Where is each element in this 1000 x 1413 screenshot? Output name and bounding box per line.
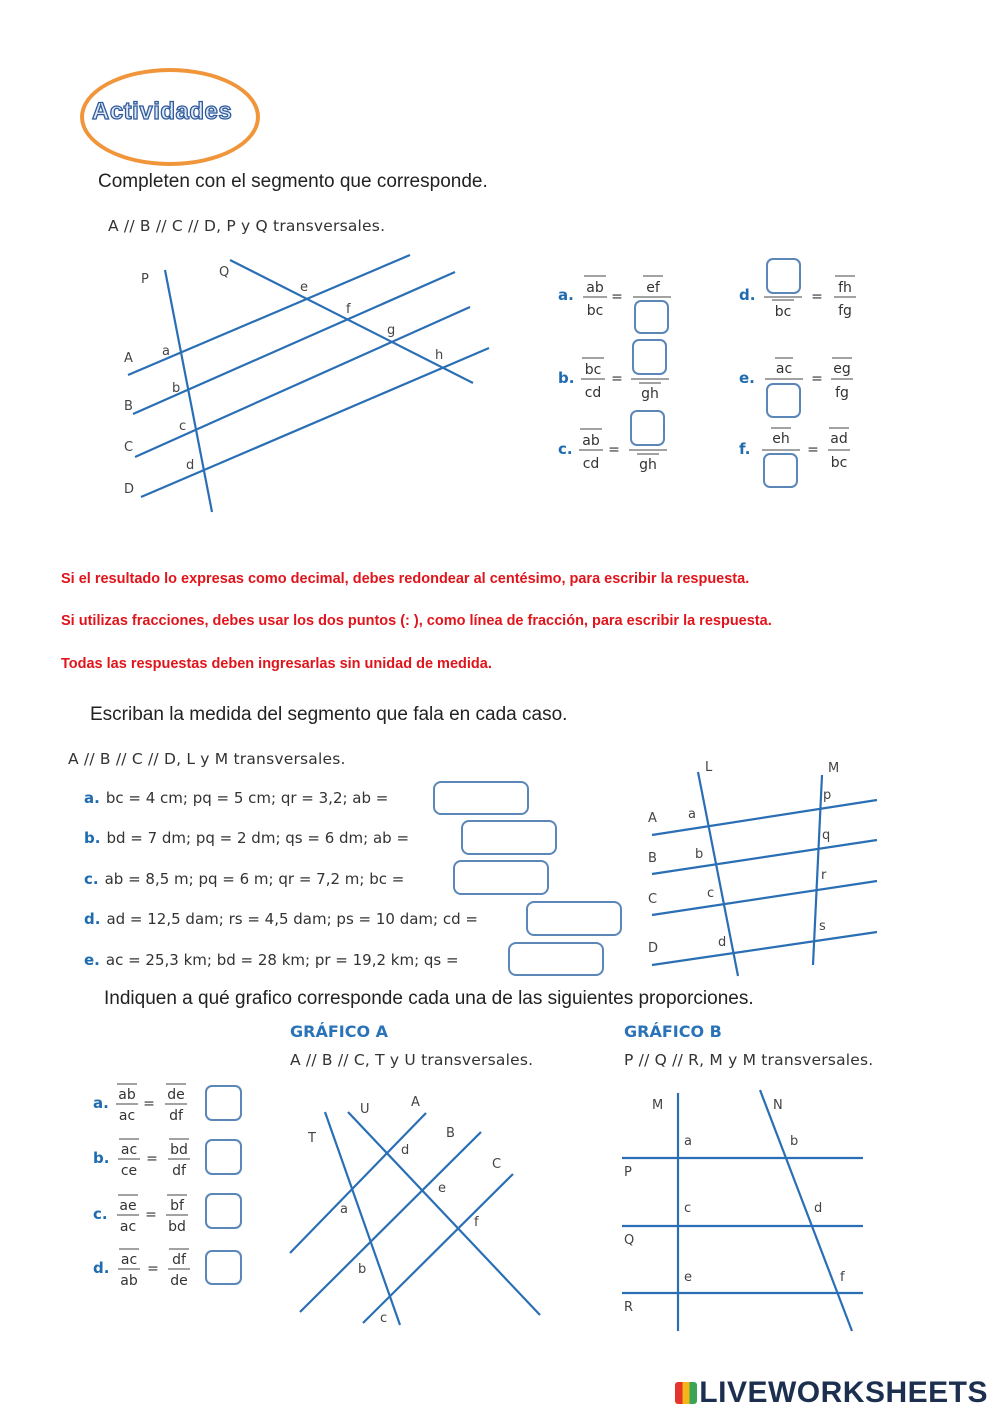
item1a-d1: bc xyxy=(586,303,604,319)
svg-text:=: = xyxy=(146,1151,158,1167)
page-title: Actividades xyxy=(92,98,233,125)
transversal-L xyxy=(698,772,738,976)
item1b-d1: cd xyxy=(584,385,602,401)
label2-C: C xyxy=(648,892,658,907)
line2-D xyxy=(652,932,877,965)
graphB-condition: P // Q // R, M y M transversales. xyxy=(624,1051,874,1069)
item1a-n1: ab xyxy=(586,280,604,296)
label-e: e xyxy=(300,280,308,295)
label2-A: A xyxy=(648,811,657,826)
answer-box-1e[interactable] xyxy=(766,383,801,418)
label-D: D xyxy=(124,482,135,497)
svg-text:U: U xyxy=(360,1102,370,1117)
item1f-n1: eh xyxy=(772,431,790,447)
svg-text:a: a xyxy=(340,1202,348,1217)
svg-text:ac: ac xyxy=(118,1108,136,1124)
graphB-transversal-N xyxy=(760,1090,852,1331)
item1d-d1: bc xyxy=(774,304,792,320)
svg-text:f: f xyxy=(474,1215,479,1230)
answer-box-1b[interactable] xyxy=(632,339,667,375)
svg-text:=: = xyxy=(143,1096,155,1112)
svg-text:ac: ac xyxy=(119,1219,137,1235)
answer-box-2d[interactable] xyxy=(526,901,622,936)
item1e-n2: eg xyxy=(833,361,851,377)
label-P: P xyxy=(141,272,149,287)
svg-text:b: b xyxy=(358,1262,367,1277)
svg-text:=: = xyxy=(147,1261,159,1277)
item1f-n2: ad xyxy=(830,431,848,447)
label-C: C xyxy=(124,440,134,455)
logo-icon xyxy=(675,1382,697,1404)
label2-c: c xyxy=(707,886,715,901)
liveworksheets-logo: LIVEWORKSHEETS xyxy=(675,1376,988,1410)
svg-text:bd: bd xyxy=(168,1219,186,1235)
graphA-line-A xyxy=(290,1113,426,1253)
svg-text:c: c xyxy=(380,1311,388,1326)
svg-text:d: d xyxy=(814,1201,823,1216)
label-h: h xyxy=(435,348,444,363)
svg-text:=: = xyxy=(145,1207,157,1223)
answer-box-2e[interactable] xyxy=(508,942,604,976)
item2e: e. ac = 25,3 km; bd = 28 km; pr = 19,2 km; qs = xyxy=(84,951,459,969)
graphA-line-C xyxy=(363,1174,513,1323)
answer-box-1d[interactable] xyxy=(766,258,801,294)
line2-B xyxy=(652,840,877,874)
answer-box-2b[interactable] xyxy=(461,820,557,855)
svg-text:R: R xyxy=(624,1300,634,1315)
label2-d: d xyxy=(718,935,727,950)
svg-text:ac: ac xyxy=(120,1252,138,1268)
svg-text:b: b xyxy=(790,1134,799,1149)
item3c-letter: c. xyxy=(93,1205,108,1223)
svg-text:=: = xyxy=(811,371,823,387)
answer-box-1a[interactable] xyxy=(634,300,669,334)
item3a-letter: a. xyxy=(93,1094,109,1112)
svg-text:N: N xyxy=(773,1098,783,1113)
graphA-title: GRÁFICO A xyxy=(290,1022,389,1041)
label-c: c xyxy=(179,419,187,434)
answer-box-3d[interactable] xyxy=(205,1250,242,1285)
graphA-line-B xyxy=(300,1132,481,1312)
graphA-transversal-T xyxy=(325,1112,400,1325)
item1f-d2: bc xyxy=(830,455,848,471)
section2-instruction: Escriban la medida del segmento que fala en cada caso. xyxy=(90,704,568,725)
svg-text:C: C xyxy=(492,1157,502,1172)
label2-L: L xyxy=(705,760,713,775)
answer-box-2c[interactable] xyxy=(453,860,549,895)
label-b: b xyxy=(172,381,181,396)
line2-C xyxy=(652,881,877,915)
answer-box-1f[interactable] xyxy=(763,453,798,488)
label-A: A xyxy=(124,351,133,366)
label-B: B xyxy=(124,399,133,414)
label-g: g xyxy=(387,323,396,338)
svg-text:bd: bd xyxy=(170,1142,188,1158)
transversal-P xyxy=(165,270,212,512)
svg-text:f: f xyxy=(840,1270,845,1285)
item1b-letter: b. xyxy=(558,369,575,387)
label2-a: a xyxy=(688,807,696,822)
item3b-letter: b. xyxy=(93,1149,110,1167)
label-d: d xyxy=(186,458,195,473)
svg-text:df: df xyxy=(172,1252,186,1268)
label2-M: M xyxy=(828,761,840,776)
item1d-n2: fh xyxy=(838,280,852,296)
svg-text:=: = xyxy=(611,371,623,387)
graphB-title: GRÁFICO B xyxy=(624,1022,722,1041)
svg-text:a: a xyxy=(684,1134,692,1149)
item1c-letter: c. xyxy=(558,440,573,458)
item1e-n1: ac xyxy=(775,361,793,377)
svg-text:=: = xyxy=(811,289,823,305)
item1d-d2: fg xyxy=(838,303,852,319)
label2-B: B xyxy=(648,851,657,866)
label2-r: r xyxy=(821,868,827,883)
item1b-d2: gh xyxy=(641,386,659,402)
note-3: Todas las respuestas deben ingresarlas sin unidad de medida. xyxy=(61,656,492,672)
line-D xyxy=(141,348,489,497)
svg-text:ce: ce xyxy=(120,1163,138,1179)
svg-text:ab: ab xyxy=(118,1087,136,1103)
label2-p: p xyxy=(823,788,832,803)
graphA-condition: A // B // C, T y U transversales. xyxy=(290,1051,534,1069)
item1b-n1: bc xyxy=(584,362,602,378)
svg-text:=: = xyxy=(611,289,623,305)
item1c-d2: gh xyxy=(639,457,657,473)
line2-A xyxy=(652,800,877,835)
answer-box-2a[interactable] xyxy=(433,781,529,815)
item1e-d2: fg xyxy=(835,385,849,401)
label2-D: D xyxy=(648,941,659,956)
svg-text:e: e xyxy=(438,1181,446,1196)
item2d: d. ad = 12,5 dam; rs = 4,5 dam; ps = 10 dam; cd = xyxy=(84,910,478,928)
item1e-letter: e. xyxy=(739,369,755,387)
svg-text:Q: Q xyxy=(624,1233,635,1248)
transversal-Q xyxy=(230,260,473,383)
graphA-transversal-U xyxy=(348,1112,540,1315)
item1f-letter: f. xyxy=(739,440,751,458)
item3d-letter: d. xyxy=(93,1259,110,1277)
svg-text:df: df xyxy=(172,1163,186,1179)
answer-box-3a[interactable] xyxy=(205,1085,242,1121)
label-a: a xyxy=(162,344,170,359)
note-2: Si utilizas fracciones, debes usar los dos puntos (: ), como línea de fracción, para escribir la respuesta. xyxy=(61,613,772,629)
svg-text:de: de xyxy=(170,1273,188,1289)
svg-text:de: de xyxy=(167,1087,185,1103)
svg-text:c: c xyxy=(684,1201,692,1216)
item2b: b. bd = 7 dm; pq = 2 dm; qs = 6 dm; ab = xyxy=(84,829,410,847)
svg-text:M: M xyxy=(652,1098,664,1113)
item1c-n1: ab xyxy=(582,433,600,449)
line-A xyxy=(128,255,410,375)
svg-text:T: T xyxy=(308,1131,316,1146)
line-C xyxy=(135,307,470,457)
label2-q: q xyxy=(822,828,831,843)
svg-text:ab: ab xyxy=(120,1273,138,1289)
svg-text:P: P xyxy=(624,1165,632,1180)
svg-text:=: = xyxy=(608,442,620,458)
label2-s: s xyxy=(819,919,826,934)
label-f: f xyxy=(346,302,351,317)
item1d-letter: d. xyxy=(739,286,756,304)
answer-box-1c[interactable] xyxy=(630,410,665,446)
line-B xyxy=(133,272,455,414)
svg-text:ac: ac xyxy=(120,1142,138,1158)
svg-text:df: df xyxy=(169,1108,183,1124)
svg-text:B: B xyxy=(446,1126,455,1141)
answer-box-3c[interactable] xyxy=(205,1193,242,1229)
svg-text:bf: bf xyxy=(170,1198,184,1214)
item1c-d1: cd xyxy=(582,456,600,472)
label2-b: b xyxy=(695,847,704,862)
section2-condition: A // B // C // D, L y M transversales. xyxy=(68,750,346,768)
item1a-n2: ef xyxy=(646,280,660,296)
item1a-letter: a. xyxy=(558,286,574,304)
svg-text:d: d xyxy=(401,1143,410,1158)
item2c: c. ab = 8,5 m; pq = 6 m; qr = 7,2 m; bc = xyxy=(84,870,405,888)
item2a: a. bc = 4 cm; pq = 5 cm; qr = 3,2; ab = xyxy=(84,789,389,807)
svg-text:e: e xyxy=(684,1270,692,1285)
note-1: Si el resultado lo expresas como decimal, debes redondear al centésimo, para escribir la respuesta. xyxy=(61,571,750,587)
svg-text:ae: ae xyxy=(119,1198,137,1214)
transversal-M xyxy=(813,775,822,965)
section1-instruction: Completen con el segmento que corresponde. xyxy=(98,171,488,192)
answer-box-3b[interactable] xyxy=(205,1139,242,1175)
svg-text:A: A xyxy=(411,1095,420,1110)
section3-instruction: Indiquen a qué grafico corresponde cada una de las siguientes proporciones. xyxy=(104,988,754,1009)
svg-text:=: = xyxy=(807,442,819,458)
label-Q: Q xyxy=(219,265,230,280)
section1-condition: A // B // C // D, P y Q transversales. xyxy=(108,217,386,235)
